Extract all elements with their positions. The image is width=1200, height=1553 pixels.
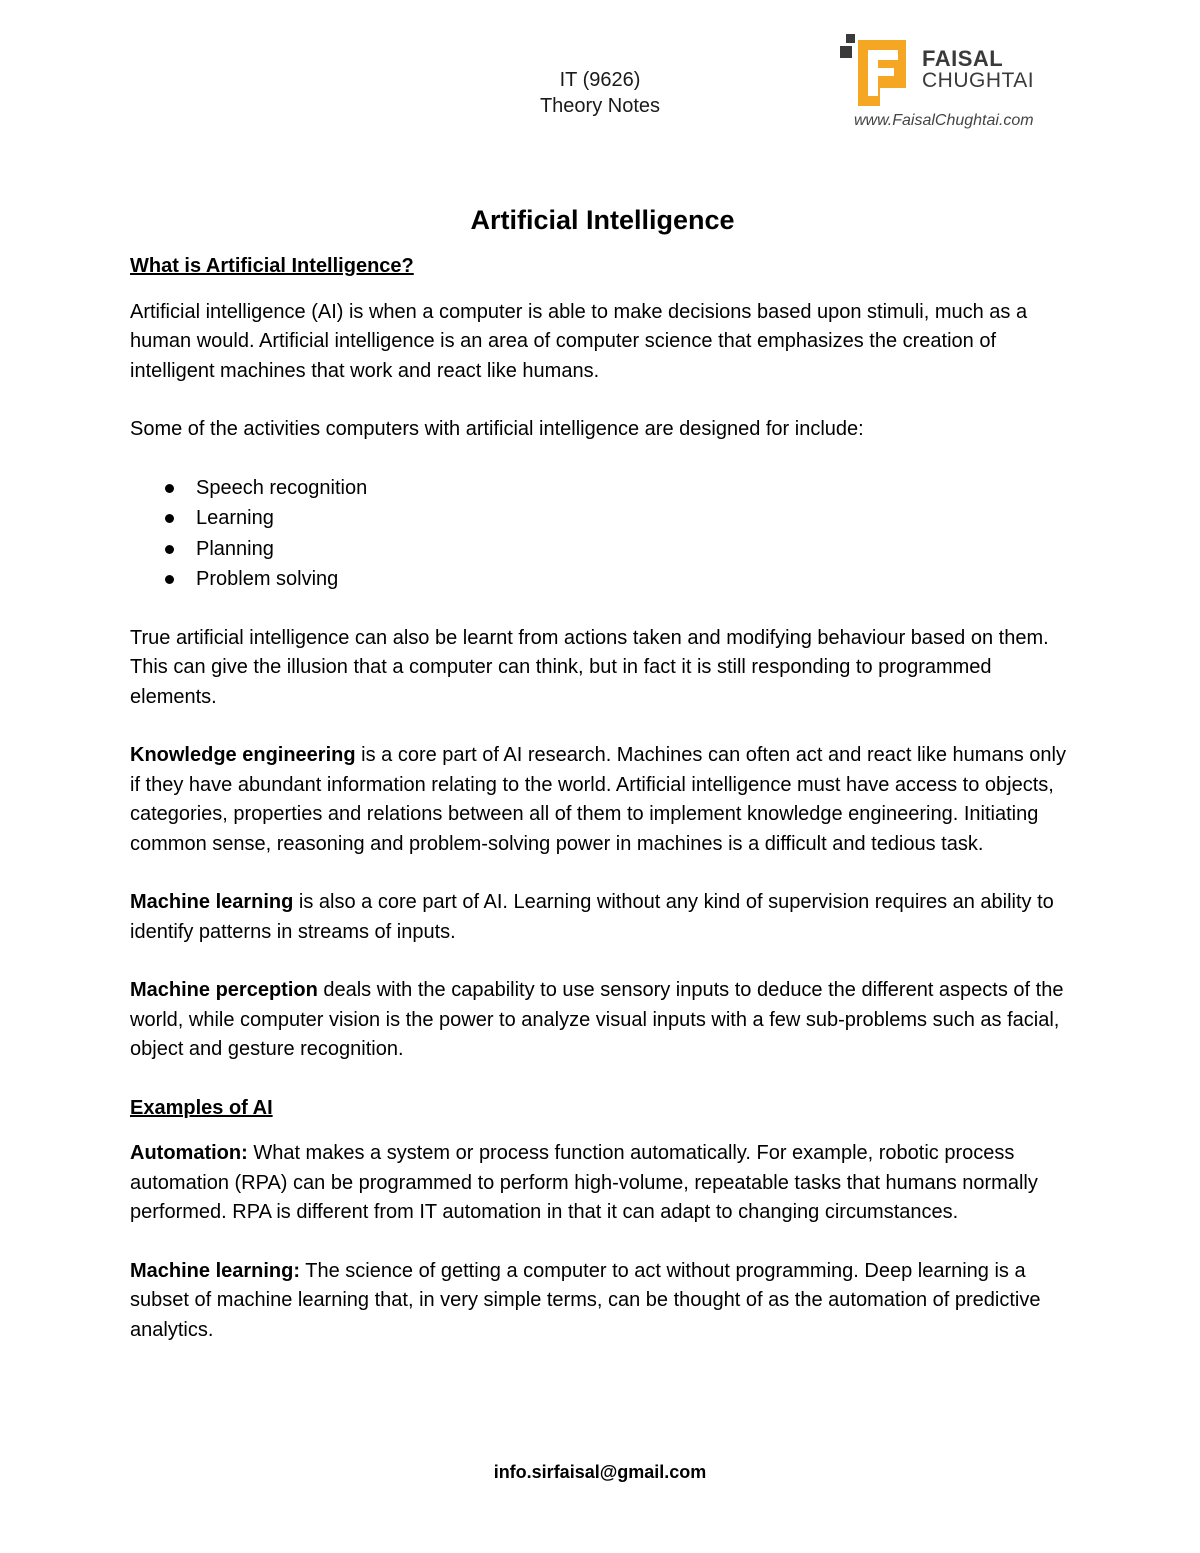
course-code: IT (9626) — [559, 69, 641, 91]
activities-list — [130, 474, 1075, 595]
paragraph-knowledge-engineering — [130, 741, 1075, 859]
faisal-chughtai-logo — [840, 30, 1080, 135]
knowledge-engineering-text: is a core part of AI research. Machines can often act and react like humans only if they have abundant information relating to the world. Artificial intelligence must have access to objects, categories, properties and relations between all of them to implement knowledge engineering. Initiating common sense, reasoning and problem-solving power in machines is a difficult and tedious task. — [130, 744, 1066, 855]
paragraph-activities-intro: Some of the activities computers with artificial intelligence are designed for include: — [130, 418, 864, 440]
machine-perception-text: deals with the capability to use sensory inputs to deduce the different aspects of the world, while computer vision is the power to analyze visual inputs with a few sub-problems such as facial, object and gesture recognition. — [130, 979, 1064, 1060]
paragraph-true-ai: True artificial intelligence can also be learnt from actions taken and modifying behaviour based on them. This can give the illusion that a computer can think, but in fact it is still responding to programmed elements. — [130, 626, 1049, 708]
header-course-info — [450, 67, 750, 119]
section-heading-examples: Examples of AI — [130, 1096, 273, 1119]
page-header — [0, 0, 1200, 160]
document-body — [130, 200, 1075, 1374]
term-machine-perception: Machine perception — [130, 979, 318, 1001]
logo-wordmark — [922, 48, 1034, 92]
paragraph-automation — [130, 1139, 1075, 1228]
logo-url: www.FaisalChughtai.com — [854, 112, 1034, 129]
term-automation: Automation: — [130, 1142, 248, 1164]
machine-learning-text: is also a core part of AI. Learning without any kind of supervision requires an ability to identify patterns in streams of inputs. — [130, 891, 1054, 943]
notes-subtitle: Theory Notes — [539, 95, 661, 117]
list-item: Learning — [196, 504, 1075, 534]
term-machine-learning: Machine learning — [130, 891, 294, 913]
automation-text: What makes a system or process function automatically. For example, robotic process automation (RPA) can be programmed to perform high-volume, repeatable tasks that humans normally performed. RPA is different from IT automation in that it can adapt to changing circumstances. — [130, 1142, 1038, 1223]
term-knowledge-engineering: Knowledge engineering — [130, 744, 356, 766]
machine-learning-example-text: The science of getting a computer to act without programming. Deep learning is a subset of machine learning that, in very simple terms, can be thought of as the automation of predictive analytics. — [130, 1259, 1041, 1341]
paragraph-machine-perception — [130, 976, 1075, 1065]
logo-mark-icon — [840, 30, 910, 112]
footer-email: info.sirfaisal@gmail.com — [493, 1462, 707, 1482]
logo-name-line2: CHUGHTAI — [922, 69, 1035, 92]
paragraph-machine-learning — [130, 888, 1075, 947]
paragraph-machine-learning-example — [130, 1257, 1075, 1346]
logo-name-line1: FAISAL — [922, 46, 1004, 71]
section-heading-what-is-ai: What is Artificial Intelligence? — [130, 255, 414, 277]
list-item: Problem solving — [196, 565, 1075, 595]
document-title: Artificial Intelligence — [470, 205, 735, 235]
paragraph-definition: Artificial intelligence (AI) is when a computer is able to make decisions based upon stimuli, much as a human would. Artificial intelligence is an area of computer science that emphasizes the creation of intelligent machines that work and react like humans. — [130, 300, 1028, 382]
term-machine-learning-example: Machine learning: — [130, 1259, 301, 1282]
list-item: Speech recognition — [196, 474, 1075, 504]
list-item: Planning — [196, 535, 1075, 565]
